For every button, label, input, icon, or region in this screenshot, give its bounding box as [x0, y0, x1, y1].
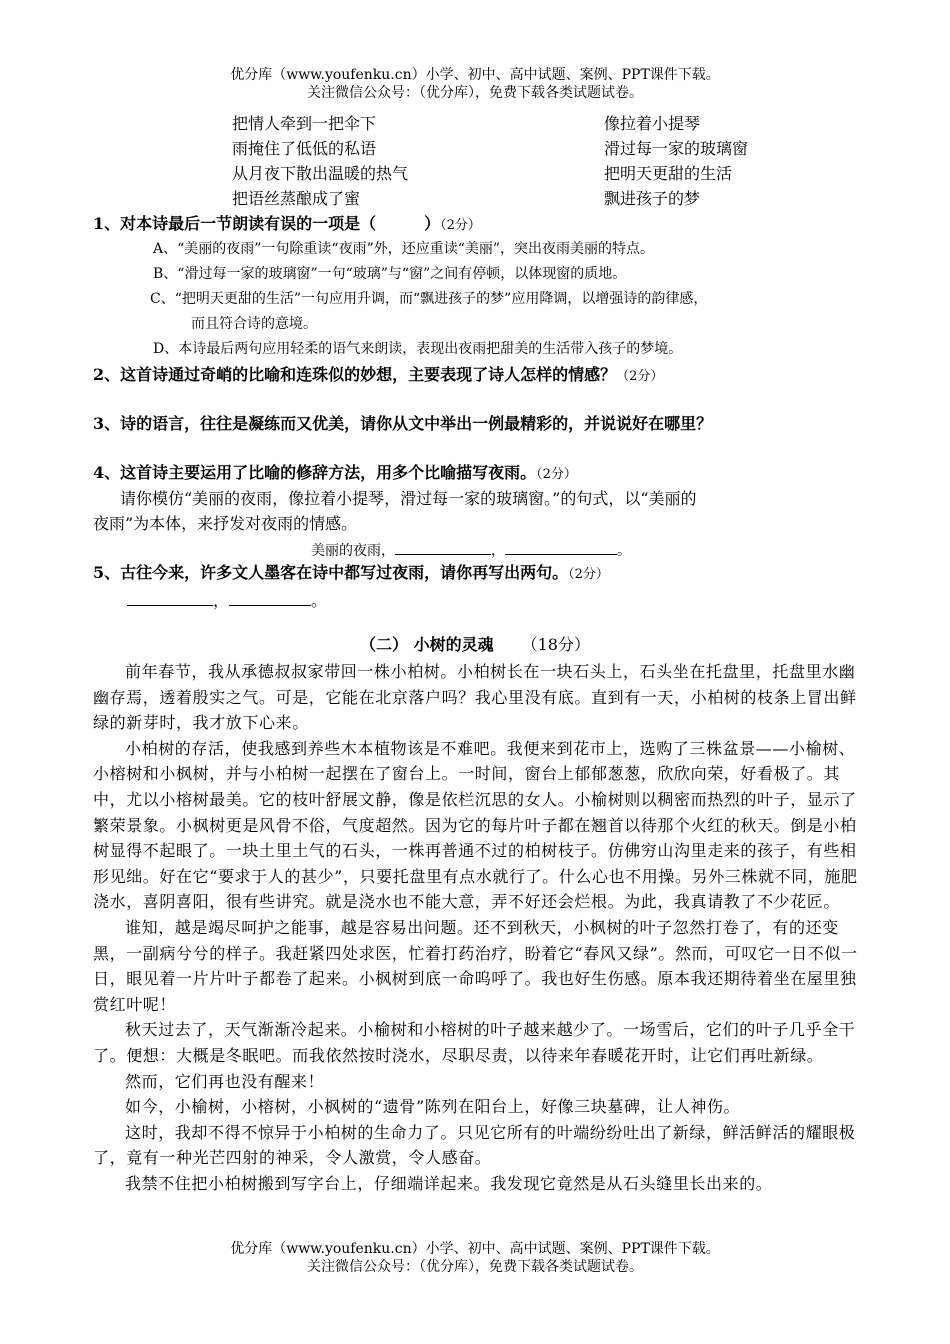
option-d: D、本诗最后两句应用轻柔的语气来朗读，表现出夜雨把甜美的生活带入孩子的梦境。: [153, 341, 683, 357]
poem-left-line: 从月夜下散出温暖的热气: [232, 164, 409, 183]
article-paragraph: 如今，小榆树，小榕树，小枫树的“遗骨”陈列在阳台上，好像三块墓碑，让人神伤。: [125, 1097, 741, 1117]
option-c-continued: 而且符合诗的意境。: [191, 316, 317, 332]
question-4-fill-prefix: 美丽的夜雨，: [311, 543, 395, 559]
header-line-1: 优分库（www.youfenku.cn）小学、初中、高中试题、案例、PPT课件下载。: [230, 67, 720, 83]
question-5-fill-separator: ，: [213, 591, 230, 610]
question-5: [93, 562, 609, 586]
question-4: [93, 462, 577, 486]
article-paragraph: 秋天过去了，天气渐渐冷起来。小榆树和小榕树的叶子越来越少了。一场雪后，它们的叶子几乎全干了。便想：大概是冬眠吧。而我依然按时浇水，尽职尽责，以待来年春暖花开时，让它们再吐新绿。: [93, 1020, 856, 1065]
question-2: [93, 364, 663, 388]
poem-right-line: 飘进孩子的梦: [604, 189, 701, 208]
option-a: A、“美丽的夜雨”一句除重读“夜雨”外，还应重读“美丽”，突出夜雨美丽的特点。: [153, 241, 655, 257]
answer-blank-1[interactable]: [395, 538, 491, 555]
question-5-text: 5、古往今来，许多文人墨客在诗中都写过夜雨，请你再写出两句。: [93, 563, 569, 582]
question-4-text: 4、这首诗主要运用了比喻的修辞方法，用多个比喻描写夜雨。: [93, 463, 537, 482]
answer-blank-3[interactable]: [127, 589, 213, 606]
poem-left-line: 雨掩住了低低的私语: [232, 139, 377, 158]
question-5-fill-line: [127, 589, 327, 612]
question-2-text: 2、这首诗通过奇峭的比喻和连珠似的妙想，主要表现了诗人怎样的情感？: [93, 365, 617, 384]
question-4-points: （2分）: [536, 467, 577, 482]
poem-right-line: 把明天更甜的生活: [604, 164, 733, 183]
article-paragraph: 小柏树的存活，使我感到养些木本植物该是不难吧。我便来到花市上，选购了三株盆景——小榆树、小榕树和小枫树，并与小柏树一起摆在了窗台上。一时间，窗台上郁郁葱葱，欣欣向荣，好看极了。其中，尤以小榕树最美。它的枝叶舒展文静，像是依栏沉思的女人。小榆树则以稠密而热烈的叶子，显示了繁荣景象。小枫树更是风骨不俗，气度超然。因为它的每片叶子都在翘首以待那个火红的秋天。倒是小柏树显得不起眼了。一块土里土气的石头，一株再普通不过的柏树枝子。仿佛穷山沟里走来的孩子，有些相形见绌。好在它“要求于人的甚少”，只要托盘里有点水就行了。什么心也不用操。另外三株就不同，施肥浇水，喜阴喜阳，很有些讲究。就是浇水也不能大意，弄不好还会烂根。为此，我真请教了不少花匠。: [93, 738, 858, 912]
option-b: B、“滑过每一家的玻璃窗”一句“玻璃”与“窗”之间有停顿，以体现窗的质地。: [153, 266, 627, 282]
article-paragraph: 前年春节，我从承德叔叔家带回一株小柏树。小柏树长在一块石头上，石头坐在托盘里，托盘里水幽幽存焉，透着殷实之气。可是，它能在北京落户吗？我心里没有底。直到有一天，小柏树的枝条上冒出鲜绿的新芽时，我才放下心来。: [93, 662, 857, 733]
article-paragraph: 这时，我却不得不惊异于小柏树的生命力了。只见它所有的叶端纷纷吐出了新绿，鲜活鲜活的耀眼极了，竟有一种光芒四射的神采，令人激赏，令人感奋。: [93, 1122, 856, 1168]
poem-left-line: 把情人牵到一把伞下: [232, 114, 377, 133]
article-paragraph: 我禁不住把小柏树搬到写字台上，仔细端详起来。我发现它竟然是从石头缝里长出来的。: [125, 1173, 773, 1193]
question-3-text: 3、诗的语言，往往是凝练而又优美，请你从文中举出一例最精彩的，并说说好在哪里？: [93, 414, 713, 433]
question-3: [93, 413, 712, 435]
question-4-fill-separator: ，: [491, 543, 505, 559]
poem-left-line: 把语丝蒸酿成了蜜: [232, 189, 361, 208]
footer-line-2: 关注微信公众号：（优分库），免费下载各类试题试卷。: [307, 1259, 643, 1275]
question-4-instruction-continued: 夜雨”为本体，来抒发对夜雨的情感。: [93, 514, 358, 533]
question-1-points: （2分）: [440, 218, 481, 233]
question-2-points: （2分）: [616, 369, 664, 384]
question-5-fill-end: 。: [311, 591, 328, 610]
question-5-points: （2分）: [568, 567, 609, 582]
question-1-text: 1、对本诗最后一节朗读有误的一项是（ ）: [93, 214, 441, 233]
article: [93, 659, 861, 1196]
question-1: [93, 213, 481, 237]
section-title-text: （二） 小树的灵魂: [360, 635, 494, 654]
poem-right-line: 像拉着小提琴: [604, 114, 701, 133]
article-paragraph: 谁知，越是竭尽呵护之能事，越是容易出问题。还不到秋天，小枫树的叶子忽然打卷了，有的还变黑，一副病兮兮的样子。我赶紧四处求医，忙着打药治疗，盼着它“春风又绿”。然而，可叹它一日不似一日，眼见着一片片叶子都卷了起来。小枫树到底一命呜呼了。我也好生伤感。原本我还期待着坐在屋里独赏红叶呢！: [93, 917, 858, 1014]
option-c: C、“把明天更甜的生活”一句应用升调，而“飘进孩子的梦”应用降调，以增强诗的韵律感，: [150, 291, 708, 307]
answer-blank-2[interactable]: [505, 538, 617, 555]
answer-blank-4[interactable]: [229, 589, 311, 606]
section-title: [0, 634, 950, 656]
section-points: （18分）: [521, 635, 590, 654]
footer-line-1: 优分库（www.youfenku.cn）小学、初中、高中试题、案例、PPT课件下载。: [230, 1241, 720, 1257]
question-4-fill-end: 。: [617, 543, 631, 559]
header-line-2: 关注微信公众号：（优分库），免费下载各类试题试卷。: [307, 85, 643, 101]
question-4-fill-line: [311, 538, 631, 562]
poem-right-line: 滑过每一家的玻璃窗: [604, 139, 749, 158]
article-paragraph: 然而，它们再也没有醒来！: [125, 1071, 325, 1091]
question-4-instruction: 请你模仿“美丽的夜雨，像拉着小提琴，滑过每一家的玻璃窗。”的句式，以“美丽的: [120, 489, 697, 508]
